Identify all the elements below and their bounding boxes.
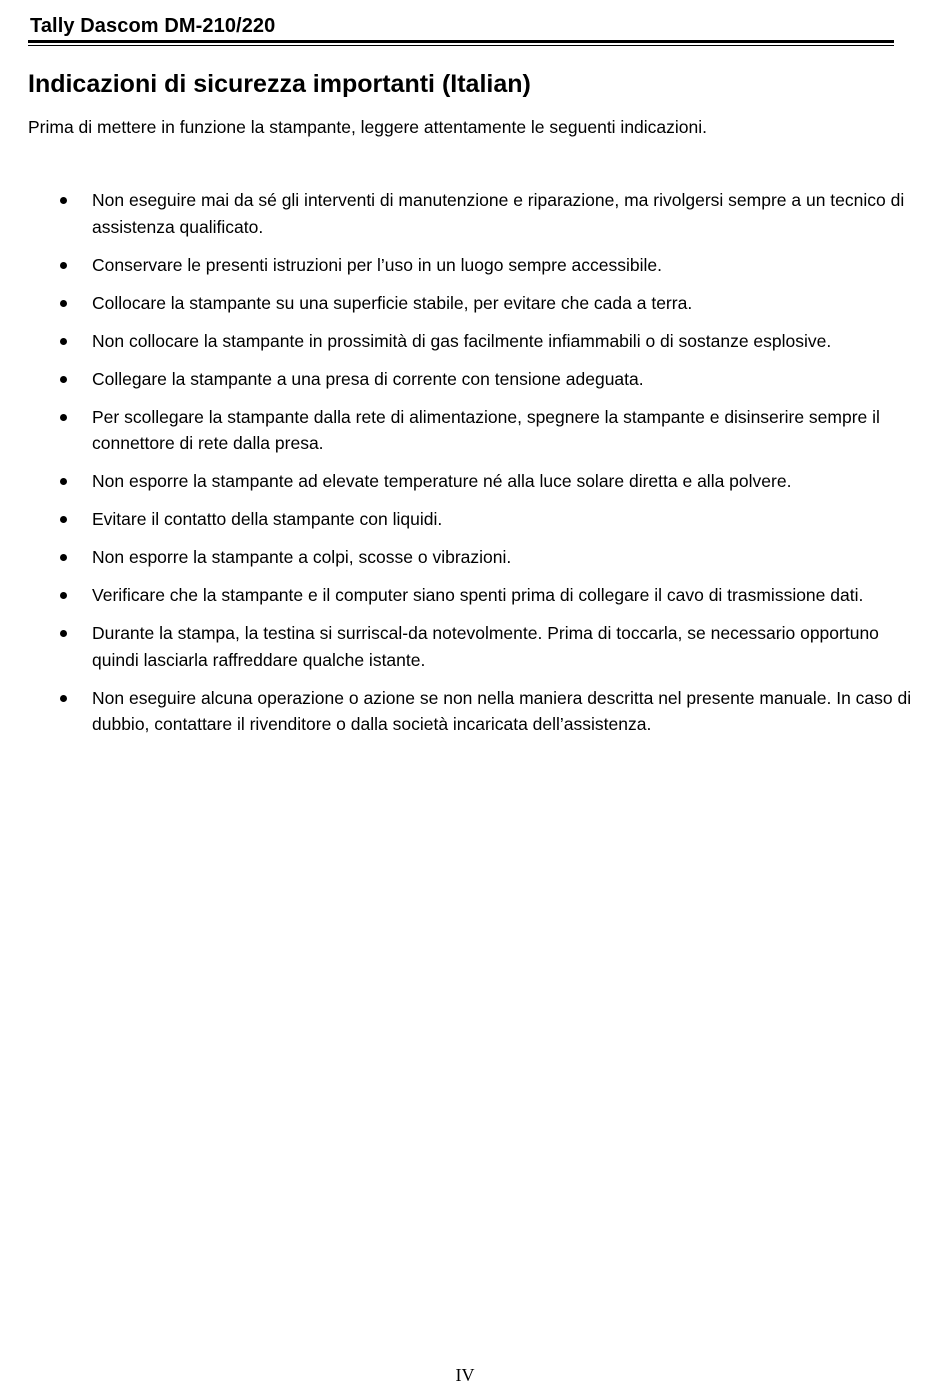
list-item [0, 506, 950, 533]
header-rule-thick [28, 40, 894, 43]
list-item [0, 290, 950, 317]
intro-paragraph: Prima di mettere in funzione la stampante, leggere attentamente le seguenti indicazioni. [28, 117, 708, 137]
list-item [0, 582, 950, 609]
bullet-icon [60, 695, 67, 702]
list-item-text: Non esporre la stampante ad elevate temperature né alla luce solare diretta e alla polvere. [92, 471, 792, 491]
list-item-text: Verificare che la stampante e il computer siano spenti prima di collegare il cavo di trasmissione dati. [92, 585, 864, 605]
list-item-text: Evitare il contatto della stampante con liquidi. [92, 509, 443, 529]
list-item-text: Non esporre la stampante a colpi, scosse o vibrazioni. [92, 547, 512, 567]
list-item [0, 544, 950, 571]
list-item [0, 252, 950, 279]
bullet-icon [60, 197, 67, 204]
bullet-icon [60, 300, 67, 307]
bullet-icon [60, 478, 67, 485]
header-rule-thin [28, 45, 894, 46]
bullet-icon [60, 592, 67, 599]
safety-instructions-list [0, 187, 950, 749]
section-heading: Indicazioni di sicurezza importanti (Italian) [28, 70, 531, 98]
list-item [0, 620, 950, 673]
page-number: IV [455, 1365, 475, 1385]
list-item-text: Collocare la stampante su una superficie stabile, per evitare che cada a terra. [92, 292, 693, 313]
bullet-icon [60, 414, 67, 421]
list-item-text: Durante la stampa, la testina si surriscal-da notevolmente. Prima di toccarla, se necessario opportuno quindi lasciarla raffreddare qualche istante. [92, 623, 879, 670]
bullet-icon [60, 262, 67, 269]
list-item [0, 468, 950, 495]
list-item [0, 366, 950, 393]
list-item [0, 685, 950, 738]
list-item-text: Conservare le presenti istruzioni per l’uso in un luogo sempre accessibile. [92, 254, 663, 275]
list-item-text: Collegare la stampante a una presa di corrente con tensione adeguata. [92, 368, 644, 389]
list-item [0, 328, 950, 355]
list-item-text: Non collocare la stampante in prossimità di gas facilmente infiammabili o di sostanze esplosive. [92, 330, 832, 351]
list-item-text: Non eseguire alcuna operazione o azione se non nella maniera descritta nel presente manuale. In caso di dubbio, contattare il rivenditore o dalla società incaricata dell’assistenza. [92, 687, 912, 734]
bullet-icon [60, 338, 67, 345]
list-item-text: Per scollegare la stampante dalla rete di alimentazione, spegnere la stampante e disinserire sempre il connettore di rete dalla presa. [92, 406, 880, 453]
bullet-icon [60, 630, 67, 637]
document-header-title: Tally Dascom DM-210/220 [30, 15, 276, 37]
bullet-icon [60, 554, 67, 561]
list-item [0, 404, 950, 457]
bullet-icon [60, 516, 67, 523]
list-item-text: Non eseguire mai da sé gli interventi di manutenzione e riparazione, ma rivolgersi sempre a un tecnico di assistenza qualificato. [92, 190, 905, 237]
list-item [0, 187, 950, 240]
bullet-icon [60, 376, 67, 383]
